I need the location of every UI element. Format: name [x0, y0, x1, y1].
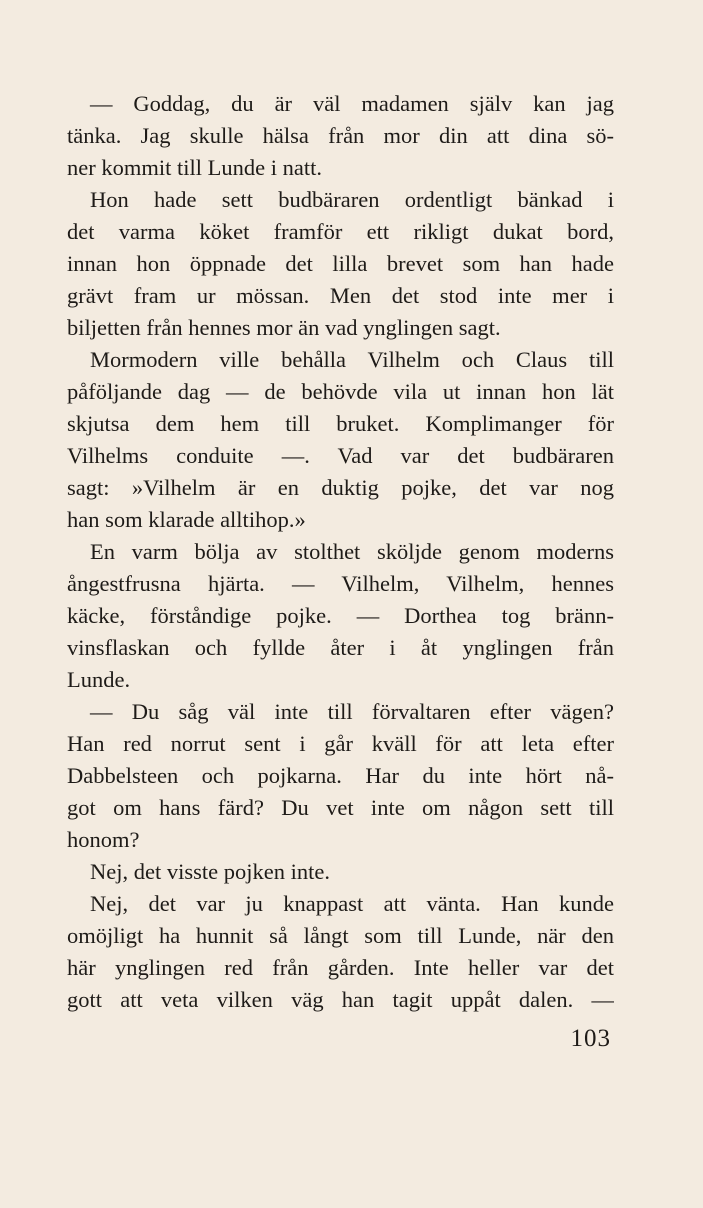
text-line: det varma köket framför ett rikligt dukat bord,	[67, 219, 614, 244]
text-line: skjutsa dem hem till bruket. Komplimanger för	[67, 411, 614, 436]
text-line: Hon hade sett budbäraren ordentligt bänkad i	[90, 187, 614, 212]
text-line: Vilhelms conduite —. Vad var det budbäraren	[67, 443, 614, 468]
text-line: han som klarade alltihop.»	[67, 507, 306, 532]
page-number: 103	[570, 1025, 611, 1052]
text-line: Lunde.	[67, 667, 131, 692]
text-line: vinsflaskan och fyllde åter i åt ynglingen från	[67, 635, 614, 660]
text-line: ångestfrusna hjärta. — Vilhelm, Vilhelm, hennes	[67, 571, 614, 596]
text-line: påföljande dag — de behövde vila ut innan hon lät	[67, 379, 614, 404]
text-line: got om hans färd? Du vet inte om någon sett till	[67, 795, 614, 820]
text-line: ner kommit till Lunde i natt.	[67, 155, 322, 180]
text-line: Nej, det visste pojken inte.	[90, 859, 330, 884]
text-line: omöjligt ha hunnit så långt som till Lunde, när den	[67, 923, 614, 948]
text-line: — Du såg väl inte till förvaltaren efter vägen?	[90, 699, 614, 724]
text-line: käcke, förståndige pojke. — Dorthea tog bränn-	[67, 603, 614, 628]
text-line: Mormodern ville behålla Vilhelm och Claus till	[90, 347, 614, 372]
text-line: Han red norrut sent i går kväll för att leta efter	[67, 731, 614, 756]
text-line: gott att veta vilken väg han tagit uppåt dalen. —	[67, 987, 614, 1012]
text-line: En varm bölja av stolthet sköljde genom moderns	[90, 539, 614, 564]
text-line: biljetten från hennes mor än vad ynglingen sagt.	[67, 315, 501, 340]
text-line: grävt fram ur mössan. Men det stod inte mer i	[67, 283, 614, 308]
text-line: tänka. Jag skulle hälsa från mor din att dina sö-	[67, 123, 614, 148]
text-line: innan hon öppnade det lilla brevet som han hade	[67, 251, 614, 276]
text-line: sagt: »Vilhelm är en duktig pojke, det var nog	[67, 475, 614, 500]
text-line: honom?	[67, 827, 140, 852]
text-line: här ynglingen red från gården. Inte heller var det	[67, 955, 614, 980]
text-line: Dabbelsteen och pojkarna. Har du inte hört nå-	[67, 763, 614, 788]
text-line: Nej, det var ju knappast att vänta. Han kunde	[90, 891, 614, 916]
text-line: — Goddag, du är väl madamen själv kan jag	[90, 91, 614, 116]
body-text	[67, 88, 614, 1016]
